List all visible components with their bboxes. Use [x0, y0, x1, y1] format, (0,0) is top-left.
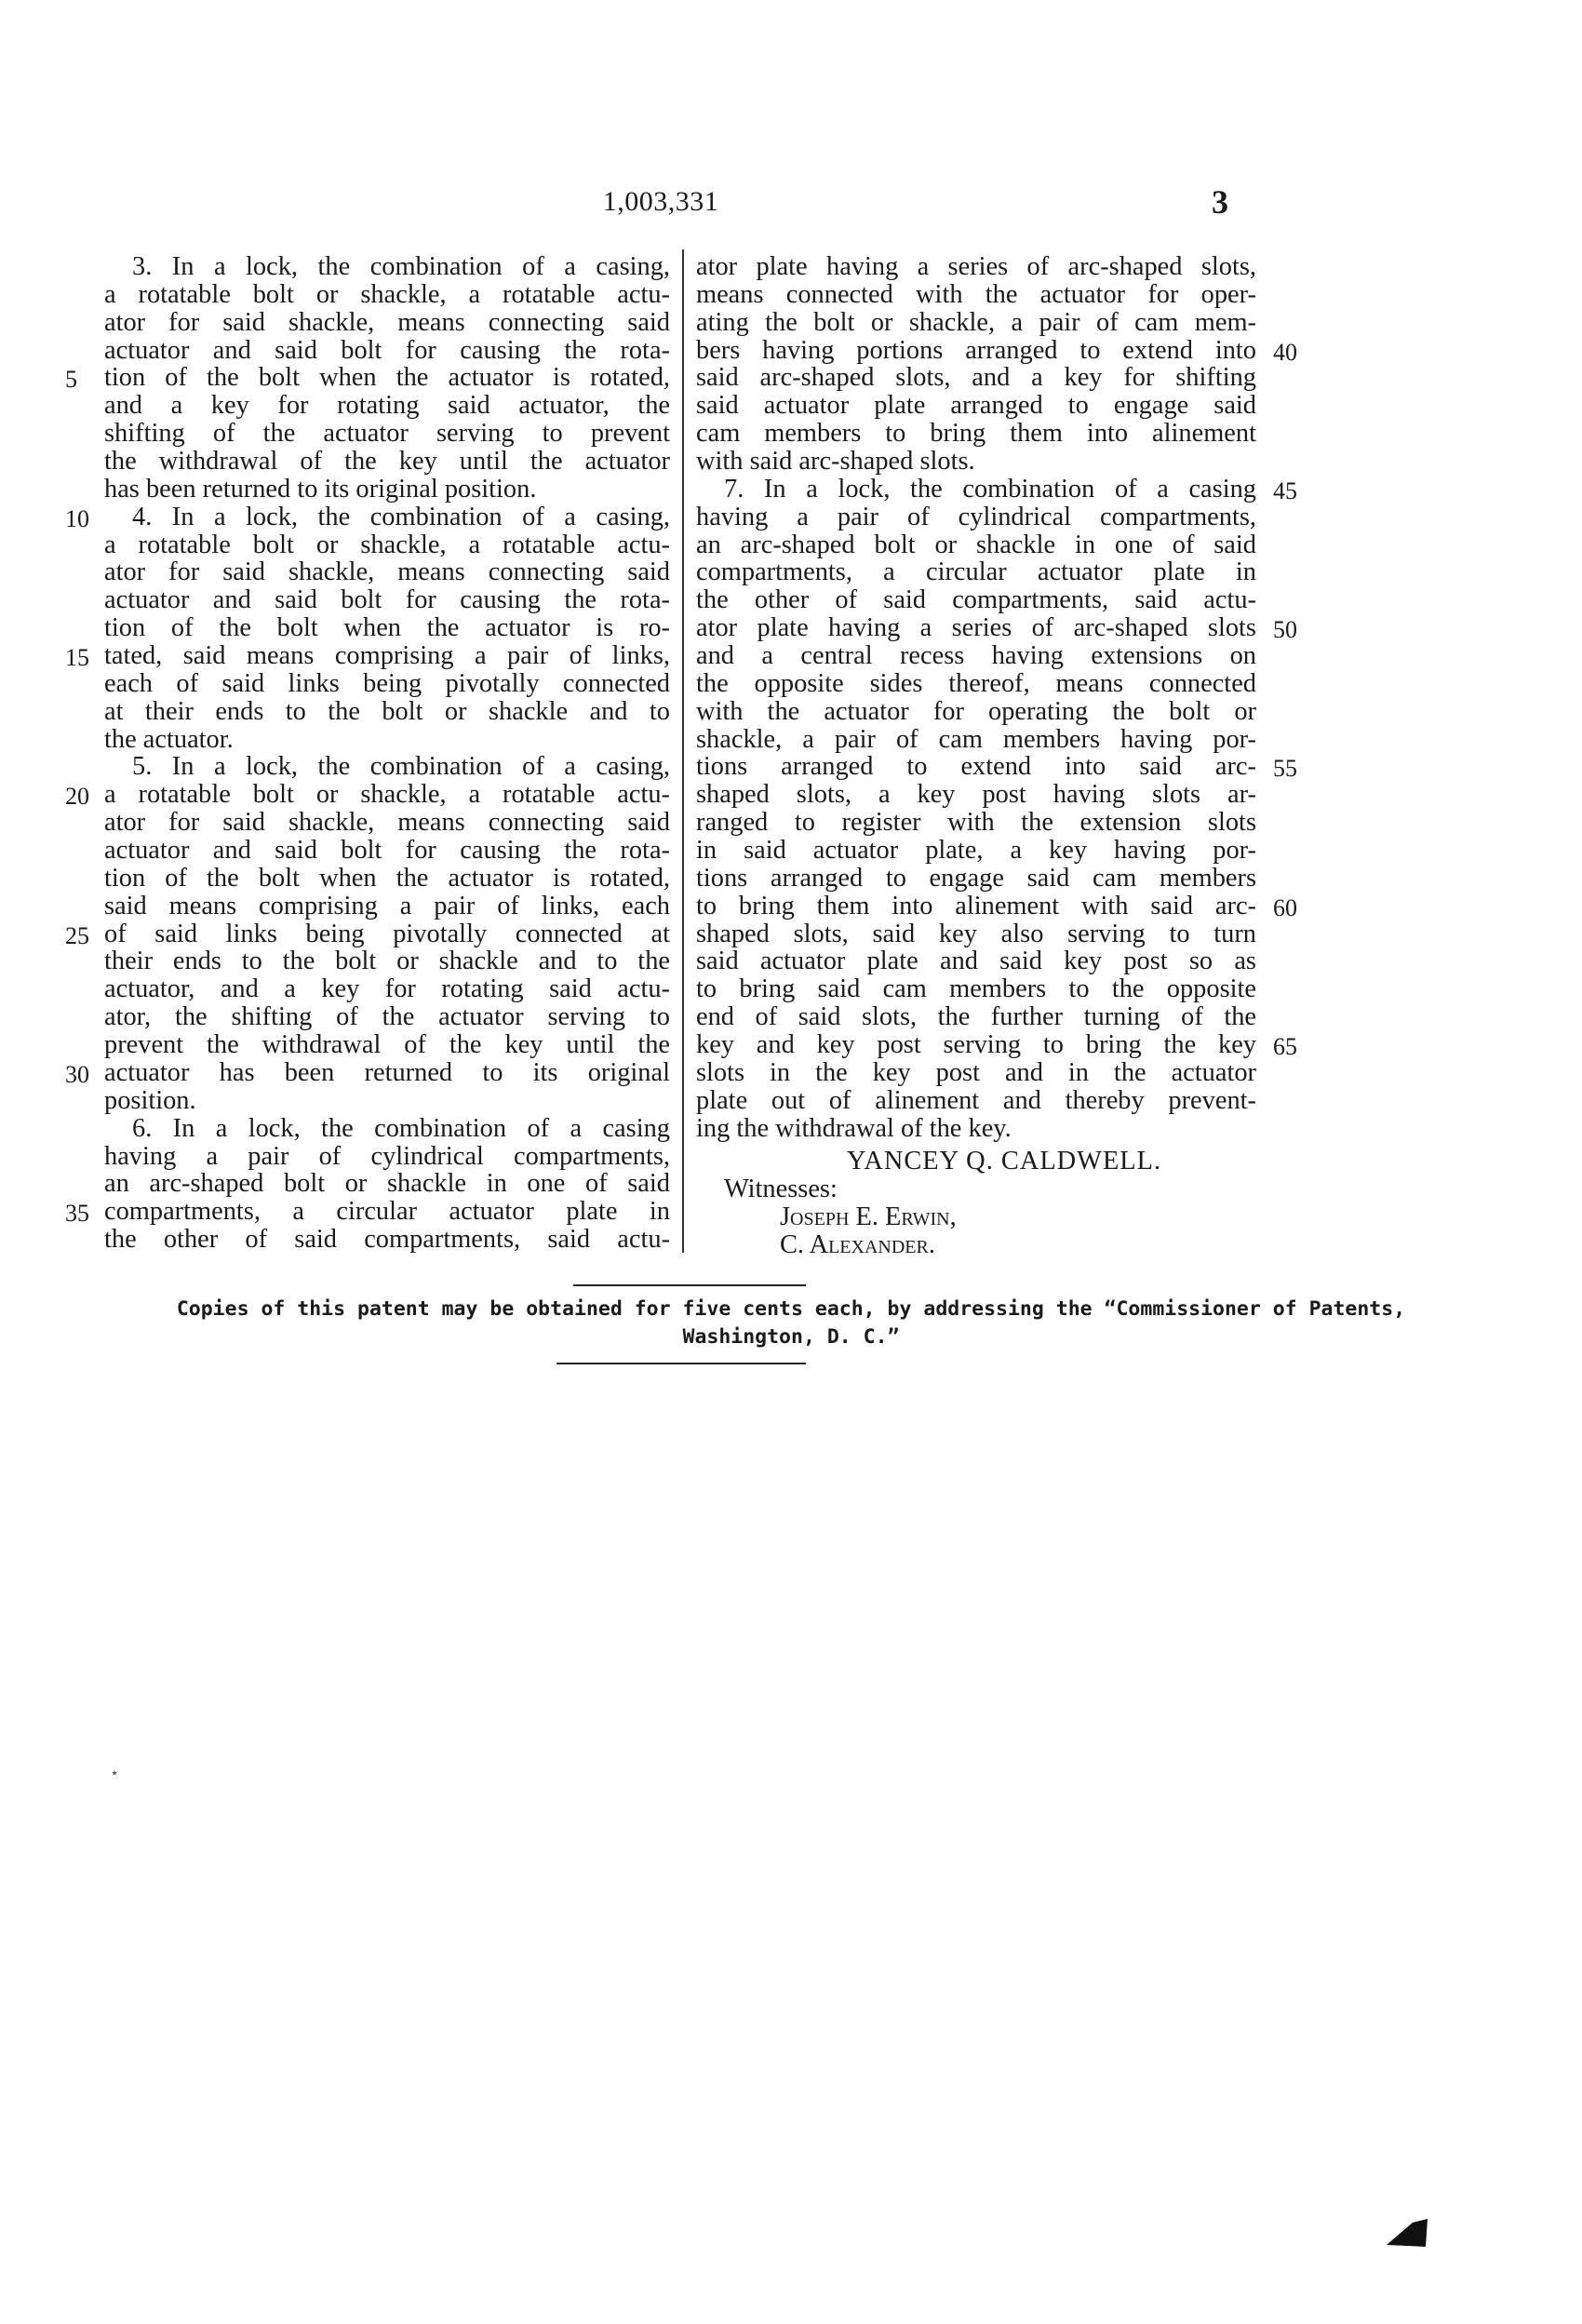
column-divider	[682, 249, 684, 1253]
footer-notice	[93, 1296, 1489, 1351]
footer-bottom-rule	[556, 1363, 806, 1364]
line-number: 30	[65, 1060, 89, 1088]
patent-number: 1,003,331	[602, 186, 719, 217]
text-line: tion of the bolt when the actuator is rotated,	[104, 363, 670, 393]
text-line: an arc-shaped bolt or shackle in one of said	[696, 530, 1256, 559]
text-line: position.	[104, 1085, 196, 1115]
line-number: 35	[65, 1200, 89, 1228]
text-line: with said arc-shaped slots.	[696, 447, 975, 477]
line-number: 55	[1273, 755, 1297, 783]
text-line: said arc-shaped slots, and a key for shifting	[696, 363, 1256, 393]
text-line: actuator and said bolt for causing the rota-	[104, 335, 670, 365]
line-number: 40	[1273, 338, 1297, 366]
text-line: having a pair of cylindrical compartments,	[104, 1141, 670, 1171]
text-line: ator, the shifting of the actuator serving to	[104, 1002, 670, 1032]
text-line: tions arranged to extend into said arc-	[696, 752, 1256, 782]
text-line: ator for said shackle, means connecting said	[104, 557, 670, 587]
text-line: the actuator.	[104, 724, 234, 754]
text-line: shaped slots, a key post having slots ar-	[696, 780, 1256, 810]
line-number: 45	[1273, 477, 1297, 504]
text-line: 3. In a lock, the combination of a casing,	[132, 252, 670, 281]
text-line: means connected with the actuator for oper-	[696, 279, 1256, 309]
text-line: ator plate having a series of arc-shaped slots	[696, 613, 1256, 643]
text-line: said actuator plate arranged to engage said	[696, 391, 1256, 421]
text-line: 6. In a lock, the combination of a casing	[132, 1113, 670, 1143]
text-line: tion of the bolt when the actuator is ro-	[104, 613, 670, 643]
witness-name: Joseph E. Erwin,	[780, 1202, 957, 1231]
text-line: actuator has been returned to its original	[104, 1057, 670, 1087]
text-line: ating the bolt or shackle, a pair of cam mem-	[696, 307, 1256, 337]
text-line: 5. In a lock, the combination of a casing,	[132, 752, 670, 782]
text-line: a rotatable bolt or shackle, a rotatable actu-	[104, 530, 670, 559]
page-number: 3	[1212, 183, 1228, 221]
text-line: to bring them into alinement with said arc-	[696, 891, 1256, 920]
text-line: ator plate having a series of arc-shaped slots,	[696, 252, 1256, 281]
text-line: key and key post serving to bring the key	[696, 1030, 1256, 1060]
footer-notice-line: Washington, D. C.”	[682, 1325, 900, 1349]
text-line: shifting of the actuator serving to prevent	[104, 419, 670, 449]
text-line: the other of said compartments, said actu-	[104, 1225, 670, 1255]
inventor-signature: YANCEY Q. CALDWELL.	[847, 1147, 1162, 1175]
text-line: an arc-shaped bolt or shackle in one of said	[104, 1169, 670, 1199]
line-number: 50	[1273, 616, 1297, 644]
left-text-column	[104, 253, 670, 1254]
text-line: compartments, a circular actuator plate in	[104, 1197, 670, 1227]
text-line: with the actuator for operating the bolt or	[696, 696, 1256, 726]
scan-speck: ⋆	[110, 1766, 120, 1781]
text-line: cam members to bring them into alinement	[696, 419, 1256, 449]
text-line: each of said links being pivotally connected	[104, 668, 670, 698]
text-line: a rotatable bolt or shackle, a rotatable actu-	[104, 780, 670, 810]
text-line: compartments, a circular actuator plate in	[696, 557, 1256, 587]
text-line: tated, said means comprising a pair of links,	[104, 641, 670, 671]
line-number: 25	[65, 921, 89, 949]
text-line: bers having portions arranged to extend into	[696, 335, 1256, 365]
text-line: actuator, and a key for rotating said actu-	[104, 974, 670, 1004]
text-line: 4. In a lock, the combination of a casing,	[132, 502, 670, 531]
line-number: 20	[65, 783, 89, 811]
text-line: and a key for rotating said actuator, the	[104, 391, 670, 421]
text-line: said means comprising a pair of links, each	[104, 891, 670, 920]
witness-name: C. Alexander.	[780, 1230, 935, 1259]
text-line: tions arranged to engage said cam members	[696, 863, 1256, 893]
text-line: plate out of alinement and thereby prevent-	[696, 1085, 1256, 1115]
corner-mark-icon	[1385, 2217, 1429, 2249]
text-line: ing the withdrawal of the key.	[696, 1113, 1012, 1143]
line-number: 60	[1273, 893, 1297, 921]
text-line: prevent the withdrawal of the key until the	[104, 1030, 670, 1060]
line-number: 10	[65, 504, 89, 532]
footer-top-rule	[573, 1284, 806, 1286]
text-line: actuator and said bolt for causing the rota-	[104, 585, 670, 615]
right-text-column	[696, 253, 1256, 1143]
text-line: actuator and said bolt for causing the rota-	[104, 836, 670, 866]
text-line: their ends to the bolt or shackle and to the	[104, 947, 670, 976]
text-line: a rotatable bolt or shackle, a rotatable actu-	[104, 279, 670, 309]
text-line: shackle, a pair of cam members having por-	[696, 724, 1256, 754]
text-line: the withdrawal of the key until the actuator	[104, 447, 670, 477]
text-line: and a central recess having extensions on	[696, 641, 1256, 671]
text-line: the opposite sides thereof, means connected	[696, 668, 1256, 698]
text-line: the other of said compartments, said actu-	[696, 585, 1256, 615]
text-line: at their ends to the bolt or shackle and to	[104, 696, 670, 726]
text-line: ranged to register with the extension slots	[696, 808, 1256, 838]
text-line: end of said slots, the further turning of the	[696, 1002, 1256, 1032]
text-line: has been returned to its original position.	[104, 474, 537, 504]
text-line: slots in the key post and in the actuator	[696, 1057, 1256, 1087]
text-line: ator for said shackle, means connecting said	[104, 808, 670, 838]
text-line: 7. In a lock, the combination of a casing	[724, 474, 1256, 504]
text-line: in said actuator plate, a key having por-	[696, 836, 1256, 866]
footer-notice-line: Copies of this patent may be obtained for five cents each, by addressing the “Commissioner of Patents,	[176, 1297, 1406, 1321]
text-line: shaped slots, said key also serving to turn	[696, 919, 1256, 948]
text-line: to bring said cam members to the opposite	[696, 974, 1256, 1004]
line-number: 65	[1273, 1033, 1297, 1061]
witnesses-label: Witnesses:	[724, 1175, 838, 1203]
text-line: said actuator plate and said key post so as	[696, 947, 1256, 976]
text-line: ator for said shackle, means connecting said	[104, 307, 670, 337]
text-line: tion of the bolt when the actuator is rotated,	[104, 863, 670, 893]
text-line: having a pair of cylindrical compartments,	[696, 502, 1256, 531]
text-line: of said links being pivotally connected at	[104, 919, 670, 948]
line-number: 15	[65, 644, 89, 672]
line-number: 5	[65, 366, 77, 394]
